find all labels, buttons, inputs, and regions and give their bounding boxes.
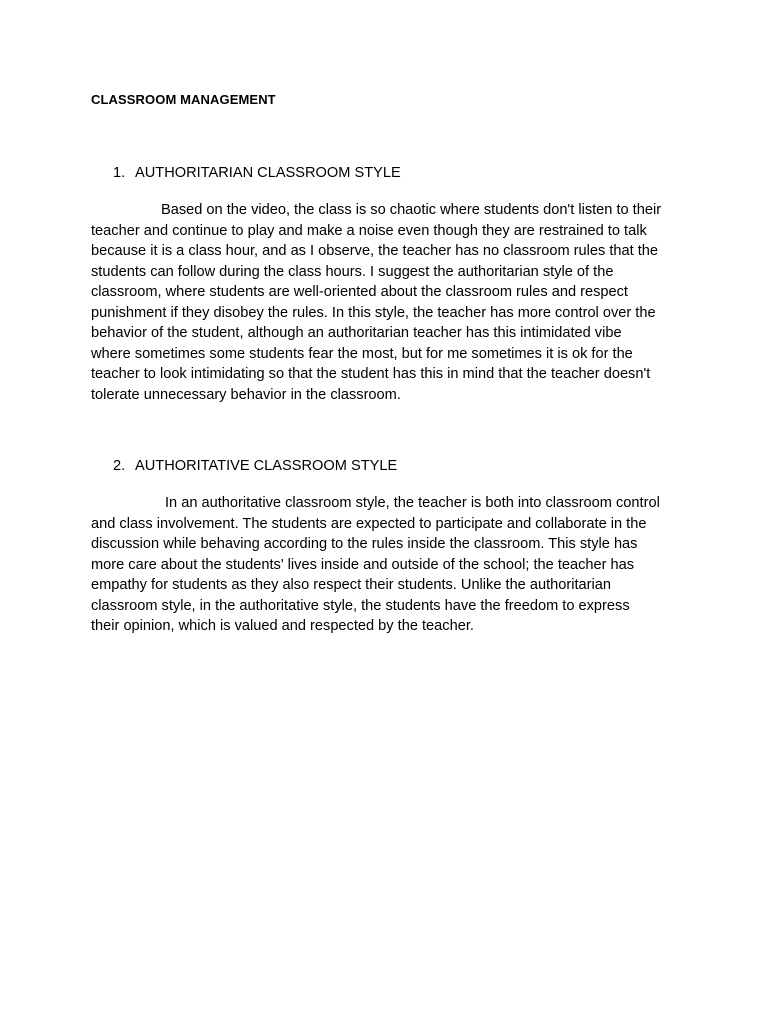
paragraph-line: punishment if they disobey the rules. In this style, the teacher has more control over the [91, 304, 656, 321]
paragraph-line: because it is a class hour, and as I observe, the teacher has no classroom rules that the [91, 243, 659, 259]
section-2-paragraph [91, 493, 691, 637]
paragraph-line: teacher and continue to play and make a noise even though they are restrained to talk [91, 222, 647, 239]
section-2-heading [113, 458, 397, 474]
section-1-title: AUTHORITARIAN CLASSROOM STYLE [135, 165, 401, 181]
paragraph-line: classroom, where students are well-oriented about the classroom rules and respect [91, 284, 628, 300]
paragraph-line: students can follow during the class hours. I suggest the authoritarian style of the [91, 263, 614, 280]
section-1-paragraph [91, 200, 691, 405]
paragraph-line: Based on the video, the class is so chaotic where students don't listen to their [161, 202, 662, 218]
section-1-number: 1. [113, 165, 126, 181]
paragraph-line: behavior of the student, although an authoritarian teacher has this intimidated vibe [91, 325, 622, 341]
paragraph-line: empathy for students as they also respect their students. Unlike the authoritarian [91, 577, 611, 593]
paragraph-line: classroom style, in the authoritative style, the students have the freedom to express [91, 597, 630, 614]
section-2-title: AUTHORITATIVE CLASSROOM STYLE [135, 458, 398, 474]
paragraph-line: discussion while behaving according to the rules inside the classroom. This style has [91, 536, 638, 552]
paragraph-line: tolerate unnecessary behavior in the classroom. [91, 386, 401, 403]
paragraph-line: more care about the students' lives inside and outside of the school; the teacher has [91, 556, 635, 573]
paragraph-line: where sometimes some students fear the most, but for me sometimes it is ok for the [91, 345, 633, 362]
paragraph-line: teacher to look intimidating so that the student has this in mind that the teacher doesn't [91, 366, 651, 382]
document-title: CLASSROOM MANAGEMENT [91, 92, 276, 107]
section-1-heading [113, 165, 401, 181]
paragraph-line: their opinion, which is valued and respected by the teacher. [91, 618, 474, 634]
paragraph-line: and class involvement. The students are expected to participate and collaborate in the [91, 515, 647, 532]
section-2-number: 2. [113, 458, 126, 474]
paragraph-line: In an authoritative classroom style, the teacher is both into classroom control [165, 495, 660, 511]
